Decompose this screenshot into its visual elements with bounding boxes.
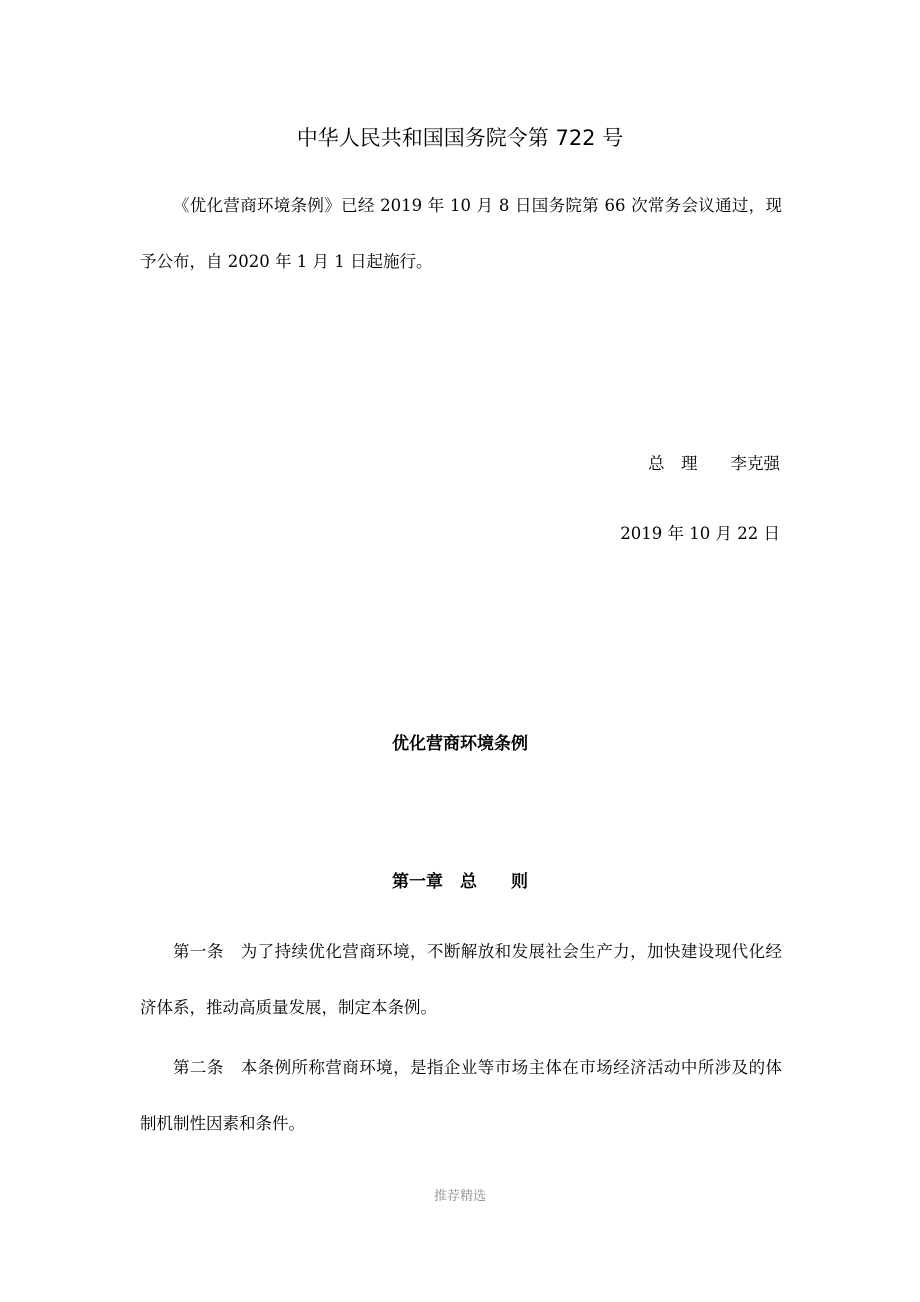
page-footer: 推荐精选 — [433, 1189, 486, 1204]
signing-date: 2019 年 10 月 22 日 — [620, 524, 780, 543]
regulation-title: 优化营商环境条例 — [392, 734, 528, 754]
article-2: 第二条 本条例所称营商环境，是指企业等市场主体在市场经济活动中所涉及的体制机制性因素和条件。 — [140, 1058, 782, 1133]
chapter-title: 第一章 总 则 — [392, 872, 528, 892]
order-title: 中华人民共和国国务院令第 722 号 — [296, 126, 624, 150]
premier-signature: 总 理 李克强 — [648, 454, 780, 473]
article-1: 第一条 为了持续优化营商环境，不断解放和发展社会生产力，加快建设现代化经济体系，推动高质量发展，制定本条例。 — [140, 942, 782, 1017]
promulgation-paragraph: 《优化营商环境条例》已经 2019 年 10 月 8 日国务院第 66 次常务会议通过，现予公布，自 2020 年 1 月 1 日起施行。 — [140, 196, 782, 271]
